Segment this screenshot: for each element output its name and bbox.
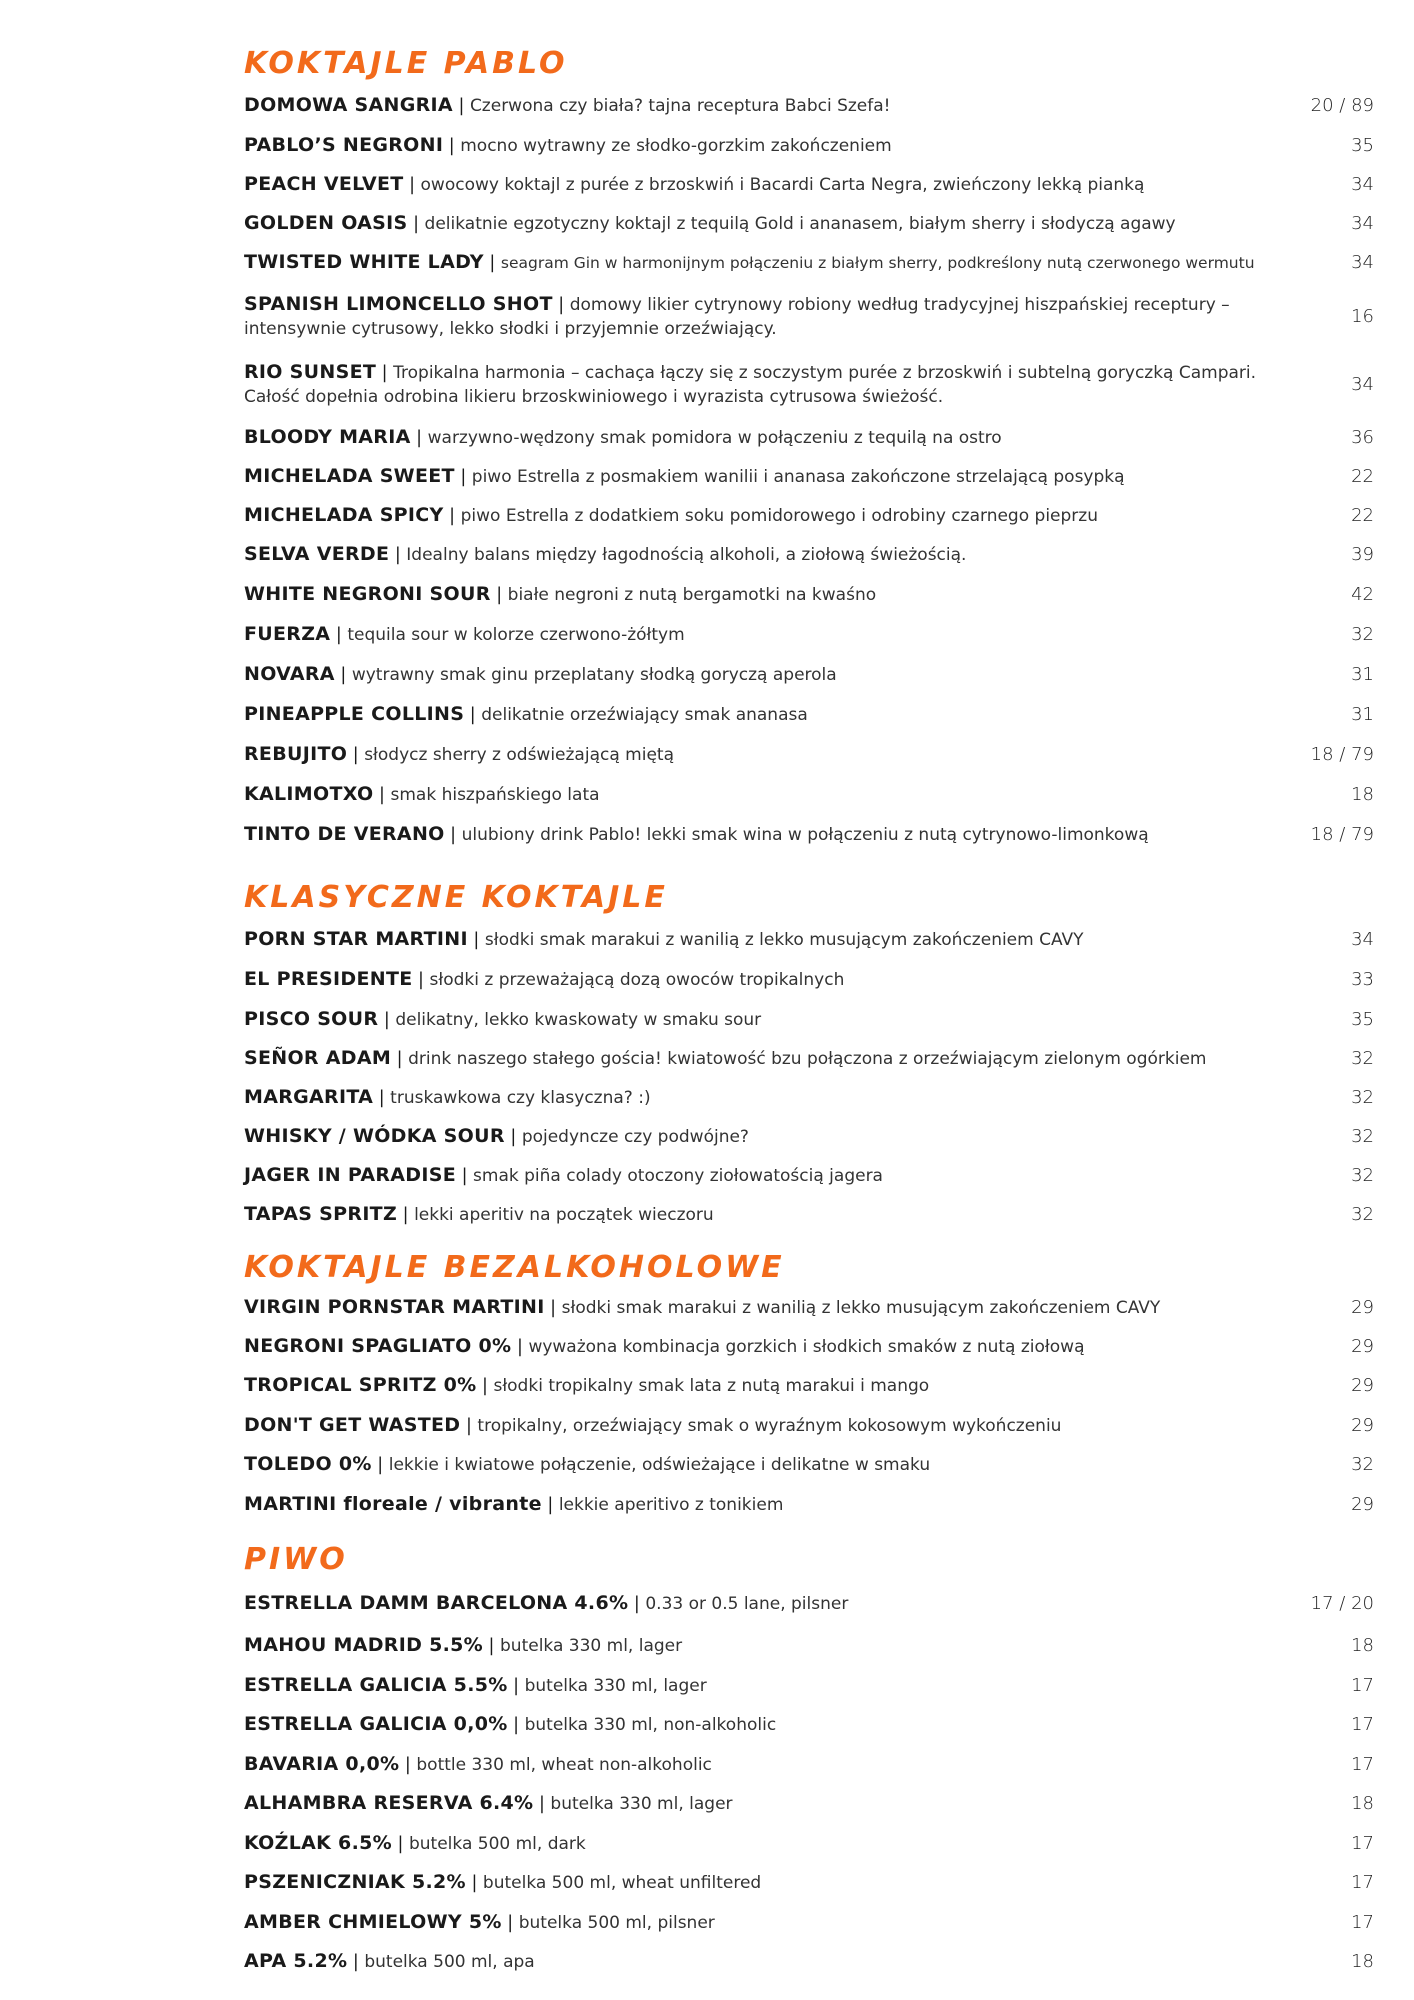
menu-item: SELVA VERDE | Idealny balans między łagodnością alkoholi, a ziołową świeżością. 39 xyxy=(244,543,1374,565)
item-price: 17 xyxy=(1351,1832,1374,1854)
section-klasyczne-koktajle xyxy=(244,878,1374,1234)
item-price: 32 xyxy=(1351,1165,1374,1186)
item-desc: słodki smak marakui z wanilią z lekko musującym zakończeniem CAVY xyxy=(484,929,1084,950)
item-desc: Idealny balans między łagodnością alkoholi, a ziołową świeżością. xyxy=(406,545,967,565)
menu-item: MAHOU MADRID 5.5% | butelka 330 ml, lager 18 xyxy=(244,1634,1374,1656)
item-desc: owocowy koktajl z purée z brzoskwiń i Bacardi Carta Negra, zwieńczony lekką pianką xyxy=(420,175,1145,195)
item-name: WHITE NEGRONI SOUR xyxy=(244,582,491,605)
item-desc: pojedyncze czy podwójne? xyxy=(521,1127,749,1147)
item-desc: truskawkowa czy klasyczna? :) xyxy=(390,1088,651,1108)
item-price: 16 xyxy=(1351,305,1374,327)
menu-item: VIRGIN PORNSTAR MARTINI | słodki smak marakui z wanilią z lekko musującym zakończeniem CAVY 29 xyxy=(244,1295,1374,1318)
item-price: 17 xyxy=(1351,1911,1374,1933)
item-name: VIRGIN PORNSTAR MARTINI xyxy=(244,1295,545,1318)
menu-item: NOVARA | wytrawny smak ginu przeplatany słodką goryczą aperola 31 xyxy=(244,662,1374,685)
item-desc: butelka 500 ml, apa xyxy=(364,1952,535,1972)
item-price: 32 xyxy=(1351,623,1374,645)
item-name: MAHOU MADRID 5.5% xyxy=(244,1634,483,1656)
item-desc: butelka 500 ml, dark xyxy=(408,1833,586,1854)
item-price: 29 xyxy=(1351,1414,1374,1436)
section-title: KOKTAJLE PABLO xyxy=(244,46,568,81)
item-price: 29 xyxy=(1351,1296,1374,1318)
item-desc: butelka 500 ml, pilsner xyxy=(518,1912,715,1933)
item-price: 18 xyxy=(1351,783,1374,805)
menu-item: ESTRELLA GALICIA 5.5% | butelka 330 ml, lager 17 xyxy=(244,1673,1374,1696)
menu-item: DON'T GET WASTED | tropikalny, orzeźwiający smak o wyraźnym kokosowym wykończeniu 29 xyxy=(244,1413,1374,1436)
item-price: 22 xyxy=(1351,466,1374,487)
item-name: PISCO SOUR xyxy=(244,1007,379,1030)
menu-item: BLOODY MARIA | warzywno-wędzony smak pomidora w połączeniu z tequilą na ostro 36 xyxy=(244,426,1374,448)
menu-item: ESTRELLA GALICIA 0,0% | butelka 330 ml, non-alkoholic 17 xyxy=(244,1713,1374,1735)
item-desc: lekkie i kwiatowe połączenie, odświeżające i delikatne w smaku xyxy=(388,1455,931,1475)
item-price: 36 xyxy=(1351,427,1374,448)
item-name: TAPAS SPRITZ xyxy=(244,1203,398,1225)
item-desc: słodki tropikalny smak lata z nutą marakui i mango xyxy=(493,1376,930,1396)
item-name: BAVARIA 0,0% xyxy=(244,1752,400,1775)
item-price: 31 xyxy=(1351,703,1374,725)
item-price: 32 xyxy=(1351,1087,1374,1108)
menu-item: ALHAMBRA RESERVA 6.4% | butelka 330 ml, lager 18 xyxy=(244,1792,1374,1814)
item-name: TINTO DE VERANO xyxy=(244,822,445,845)
menu-item: NEGRONI SPAGLIATO 0% | wyważona kombinacja gorzkich i słodkich smaków z nutą ziołową 29 xyxy=(244,1334,1374,1357)
item-price: 17 / 20 xyxy=(1310,1592,1374,1614)
menu-item: MICHELADA SPICY | piwo Estrella z dodatkiem soku pomidorowego i odrobiny czarnego pieprzu 22 xyxy=(244,504,1374,526)
item-name: REBUJITO xyxy=(244,742,348,765)
menu-item: TROPICAL SPRITZ 0% | słodki tropikalny smak lata z nutą marakui i mango 29 xyxy=(244,1374,1374,1396)
item-price: 32 xyxy=(1351,1204,1374,1225)
menu-item: PINEAPPLE COLLINS | delikatnie orzeźwiający smak ananasa 31 xyxy=(244,702,1374,725)
item-price: 29 xyxy=(1351,1493,1374,1515)
item-name: EL PRESIDENTE xyxy=(244,968,413,990)
menu-item: PISCO SOUR | delikatny, lekko kwaskowaty w smaku sour 35 xyxy=(244,1007,1374,1030)
item-price: 39 xyxy=(1351,544,1374,565)
item-name: PSZENICZNIAK 5.2% xyxy=(244,1871,466,1893)
item-desc: butelka 330 ml, lager xyxy=(524,1675,707,1696)
menu-item: BAVARIA 0,0% | bottle 330 ml, wheat non-alkoholic 17 xyxy=(244,1752,1374,1775)
item-desc: mocno wytrawny ze słodko-gorzkim zakończeniem xyxy=(460,136,892,156)
item-name: KALIMOTXO xyxy=(244,782,374,805)
item-name: NOVARA xyxy=(244,662,335,685)
menu-item: PEACH VELVET | owocowy koktajl z purée z brzoskwiń i Bacardi Carta Negra, zwieńczony lekką pianką 34 xyxy=(244,173,1374,195)
item-price: 34 xyxy=(1351,928,1374,950)
item-desc: lekki aperitiv na początek wieczoru xyxy=(414,1205,714,1225)
item-desc: Tropikalna harmonia – cachaça łączy się z soczystym purée z brzoskwiń i subtelną goryczką Campari. Całość dopełnia odrobina likieru brzoskwiniowego i wyrazista cytrusowa świeżość. xyxy=(244,362,1257,407)
item-name: SEÑOR ADAM xyxy=(244,1047,392,1069)
menu-item: JAGER IN PARADISE | smak piña colady otoczony ziołowatością jagera 32 xyxy=(244,1164,1374,1186)
item-desc: seagram Gin w harmonijnym połączeniu z białym sherry, podkreślony nutą czerwonego wermutu xyxy=(500,254,1255,272)
menu-item: REBUJITO | słodycz sherry z odświeżającą miętą 18 / 79 xyxy=(244,742,1374,765)
item-desc: butelka 500 ml, wheat unfiltered xyxy=(482,1873,762,1893)
item-desc: delikatnie orzeźwiający smak ananasa xyxy=(481,704,808,725)
item-price: 29 xyxy=(1351,1375,1374,1396)
menu-item: MARGARITA | truskawkowa czy klasyczna? :) 32 xyxy=(244,1086,1374,1108)
item-price: 18 xyxy=(1351,1793,1374,1814)
item-name: RIO SUNSET xyxy=(244,360,377,383)
item-desc: delikatnie egzotyczny koktajl z tequilą Gold i ananasem, białym sherry i słodyczą agawy xyxy=(424,214,1176,234)
section-title: KOKTAJLE BEZALKOHOLOWE xyxy=(244,1250,785,1285)
item-name: BLOODY MARIA xyxy=(244,426,411,448)
item-name: PINEAPPLE COLLINS xyxy=(244,702,465,725)
item-desc: bottle 330 ml, wheat non-alkoholic xyxy=(416,1754,712,1775)
menu-item: SPANISH LIMONCELLO SHOT | domowy likier cytrynowy robiony według tradycyjnej hiszpańskiej receptury – intensywnie cytrusowy, lekko słodki i przyjemnie orzeźwiający. 16 xyxy=(244,292,1374,339)
item-name: SELVA VERDE xyxy=(244,543,390,565)
item-desc: smak hiszpańskiego lata xyxy=(390,784,600,805)
menu-item: RIO SUNSET | Tropikalna harmonia – cachaça łączy się z soczystym purée z brzoskwiń i subtelną goryczką Campari. Całość dopełnia odrobina likieru brzoskwiniowego i wyrazista cytrusowa świeżość. 34 xyxy=(244,360,1374,407)
item-desc: piwo Estrella z dodatkiem soku pomidorowego i odrobiny czarnego pieprzu xyxy=(460,506,1098,526)
item-desc: wytrawny smak ginu przeplatany słodką goryczą aperola xyxy=(351,664,837,685)
item-name: MARGARITA xyxy=(244,1086,374,1108)
menu-item: MARTINI floreale / vibrante | lekkie aperitivo z tonikiem 29 xyxy=(244,1492,1374,1515)
menu-item: ESTRELLA DAMM BARCELONA 4.6% | 0.33 or 0.5 lane, pilsner 17 / 20 xyxy=(244,1591,1374,1614)
menu-item: WHITE NEGRONI SOUR | białe negroni z nutą bergamotki na kwaśno 42 xyxy=(244,582,1374,605)
section-piwo xyxy=(244,1540,1374,1981)
item-desc: słodycz sherry z odświeżającą miętą xyxy=(364,744,674,765)
item-name: PORN STAR MARTINI xyxy=(244,927,468,950)
item-name: TOLEDO 0% xyxy=(244,1453,372,1475)
menu-item: TOLEDO 0% | lekkie i kwiatowe połączenie, odświeżające i delikatne w smaku 32 xyxy=(244,1453,1374,1475)
menu-item: AMBER CHMIELOWY 5% | butelka 500 ml, pilsner 17 xyxy=(244,1910,1374,1933)
item-desc: butelka 330 ml, lager xyxy=(550,1794,733,1814)
item-name: TWISTED WHITE LADY xyxy=(244,251,484,273)
item-price: 35 xyxy=(1351,135,1374,156)
item-price: 34 xyxy=(1351,213,1374,234)
section-title: KLASYCZNE KOKTAJLE xyxy=(244,880,668,915)
menu-item: KOŹLAK 6.5% | butelka 500 ml, dark 17 xyxy=(244,1831,1374,1854)
menu-item: SEÑOR ADAM | drink naszego stałego gościa! kwiatowość bzu połączona z orzeźwiającym zielonym ogórkiem 32 xyxy=(244,1047,1374,1069)
item-name: PEACH VELVET xyxy=(244,173,404,195)
item-price: 35 xyxy=(1351,1008,1374,1030)
item-name: JAGER IN PARADISE xyxy=(244,1164,457,1186)
item-name: KOŹLAK 6.5% xyxy=(244,1831,392,1854)
menu-item: PABLO’S NEGRONI | mocno wytrawny ze słodko-gorzkim zakończeniem 35 xyxy=(244,134,1374,156)
menu-item: TINTO DE VERANO | ulubiony drink Pablo! lekki smak wina w połączeniu z nutą cytrynowo-limonkową 18 / 79 xyxy=(244,822,1374,845)
item-price: 34 xyxy=(1351,252,1374,273)
menu-item: APA 5.2% | butelka 500 ml, apa 18 xyxy=(244,1950,1374,1972)
item-name: AMBER CHMIELOWY 5% xyxy=(244,1910,502,1933)
item-desc: lekkie aperitivo z tonikiem xyxy=(558,1494,784,1515)
item-price: 18 xyxy=(1351,1951,1374,1972)
item-name: NEGRONI SPAGLIATO 0% xyxy=(244,1334,512,1357)
item-desc: warzywno-wędzony smak pomidora w połączeniu z tequilą na ostro xyxy=(427,428,1002,448)
section-koktajle-bezalkoholowe xyxy=(244,1248,1374,1524)
item-desc: Czerwona czy biała? tajna receptura Babci Szefa! xyxy=(469,95,891,116)
item-desc: tropikalny, orzeźwiający smak o wyraźnym kokosowym wykończeniu xyxy=(477,1415,1062,1436)
item-price: 32 xyxy=(1351,1048,1374,1069)
menu-item: TAPAS SPRITZ | lekki aperitiv na początek wieczoru 32 xyxy=(244,1203,1374,1225)
item-desc: butelka 330 ml, lager xyxy=(500,1636,683,1656)
item-name: MICHELADA SWEET xyxy=(244,465,455,487)
item-name: ESTRELLA DAMM BARCELONA 4.6% xyxy=(244,1591,629,1614)
item-price: 17 xyxy=(1351,1674,1374,1696)
item-price: 34 xyxy=(1351,373,1374,395)
item-name: ESTRELLA GALICIA 0,0% xyxy=(244,1713,508,1735)
item-desc: butelka 330 ml, non-alkoholic xyxy=(524,1715,777,1735)
item-name: ESTRELLA GALICIA 5.5% xyxy=(244,1673,508,1696)
item-price: 31 xyxy=(1351,663,1374,685)
item-desc: białe negroni z nutą bergamotki na kwaśno xyxy=(507,584,877,605)
item-desc: smak piña colady otoczony ziołowatością jagera xyxy=(473,1166,883,1186)
menu-item: KALIMOTXO | smak hiszpańskiego lata 18 xyxy=(244,782,1374,805)
item-price: 20 / 89 xyxy=(1310,94,1374,116)
item-price: 17 xyxy=(1351,1753,1374,1775)
item-price: 33 xyxy=(1351,969,1374,990)
menu-item: EL PRESIDENTE | słodki z przeważającą dozą owoców tropikalnych 33 xyxy=(244,968,1374,990)
menu-item: PORN STAR MARTINI | słodki smak marakui z wanilią z lekko musującym zakończeniem CAVY 34 xyxy=(244,927,1374,950)
item-name: TROPICAL SPRITZ 0% xyxy=(244,1374,477,1396)
item-price: 22 xyxy=(1351,505,1374,526)
item-name: PABLO’S NEGRONI xyxy=(244,134,444,156)
item-price: 18 / 79 xyxy=(1310,743,1374,765)
menu-item: FUERZA | tequila sour w kolorze czerwono-żółtym 32 xyxy=(244,622,1374,645)
item-name: DOMOWA SANGRIA xyxy=(244,93,453,116)
menu-item: WHISKY / WÓDKA SOUR | pojedyncze czy podwójne? 32 xyxy=(244,1125,1374,1147)
item-price: 17 xyxy=(1351,1714,1374,1735)
menu-item: GOLDEN OASIS | delikatnie egzotyczny koktajl z tequilą Gold i ananasem, białym sherry i słodyczą agawy 34 xyxy=(244,212,1374,234)
item-name: DON'T GET WASTED xyxy=(244,1413,461,1436)
item-price: 29 xyxy=(1351,1335,1374,1357)
section-koktajle-pablo xyxy=(244,44,1374,854)
item-desc: 0.33 or 0.5 lane, pilsner xyxy=(645,1593,849,1614)
item-name: FUERZA xyxy=(244,622,331,645)
item-name: ALHAMBRA RESERVA 6.4% xyxy=(244,1792,534,1814)
item-price: 34 xyxy=(1351,174,1374,195)
menu-item: PSZENICZNIAK 5.2% | butelka 500 ml, wheat unfiltered 17 xyxy=(244,1871,1374,1893)
item-desc: tequila sour w kolorze czerwono-żółtym xyxy=(347,624,685,645)
item-name: APA 5.2% xyxy=(244,1950,348,1972)
item-price: 18 / 79 xyxy=(1310,823,1374,845)
item-price: 42 xyxy=(1351,583,1374,605)
menu-item: DOMOWA SANGRIA | Czerwona czy biała? tajna receptura Babci Szefa! 20 / 89 xyxy=(244,93,1374,116)
item-desc: słodki z przeważającą dozą owoców tropikalnych xyxy=(429,970,845,990)
item-name: MARTINI floreale / vibrante xyxy=(244,1492,542,1515)
item-desc: piwo Estrella z posmakiem wanilii i ananasa zakończone strzelającą posypką xyxy=(471,467,1125,487)
item-price: 17 xyxy=(1351,1872,1374,1893)
menu-item: MICHELADA SWEET | piwo Estrella z posmakiem wanilii i ananasa zakończone strzelającą posypką 22 xyxy=(244,465,1374,487)
item-desc: drink naszego stałego gościa! kwiatowość bzu połączona z orzeźwiającym zielonym ogórkiem xyxy=(408,1049,1207,1069)
item-desc: delikatny, lekko kwaskowaty w smaku sour xyxy=(395,1009,762,1030)
item-name: MICHELADA SPICY xyxy=(244,504,444,526)
item-name: SPANISH LIMONCELLO SHOT xyxy=(244,292,553,315)
item-price: 18 xyxy=(1351,1635,1374,1656)
item-desc: wyważona kombinacja gorzkich i słodkich smaków z nutą ziołową xyxy=(528,1336,1085,1357)
item-name: GOLDEN OASIS xyxy=(244,212,408,234)
menu-item: TWISTED WHITE LADY | seagram Gin w harmonijnym połączeniu z białym sherry, podkreślony nutą czerwonego wermutu 34 xyxy=(244,251,1374,273)
item-name: WHISKY / WÓDKA SOUR xyxy=(244,1125,505,1147)
section-title: PIWO xyxy=(244,1542,348,1577)
item-price: 32 xyxy=(1351,1454,1374,1475)
item-price: 32 xyxy=(1351,1126,1374,1147)
item-desc: domowy likier cytrynowy robiony według tradycyjnej hiszpańskiej receptury – intensywnie cytrusowy, lekko słodki i przyjemnie orzeźwiający. xyxy=(244,294,1230,339)
item-desc: słodki smak marakui z wanilią z lekko musującym zakończeniem CAVY xyxy=(561,1297,1161,1318)
item-desc: ulubiony drink Pablo! lekki smak wina w połączeniu z nutą cytrynowo-limonkową xyxy=(461,824,1149,845)
